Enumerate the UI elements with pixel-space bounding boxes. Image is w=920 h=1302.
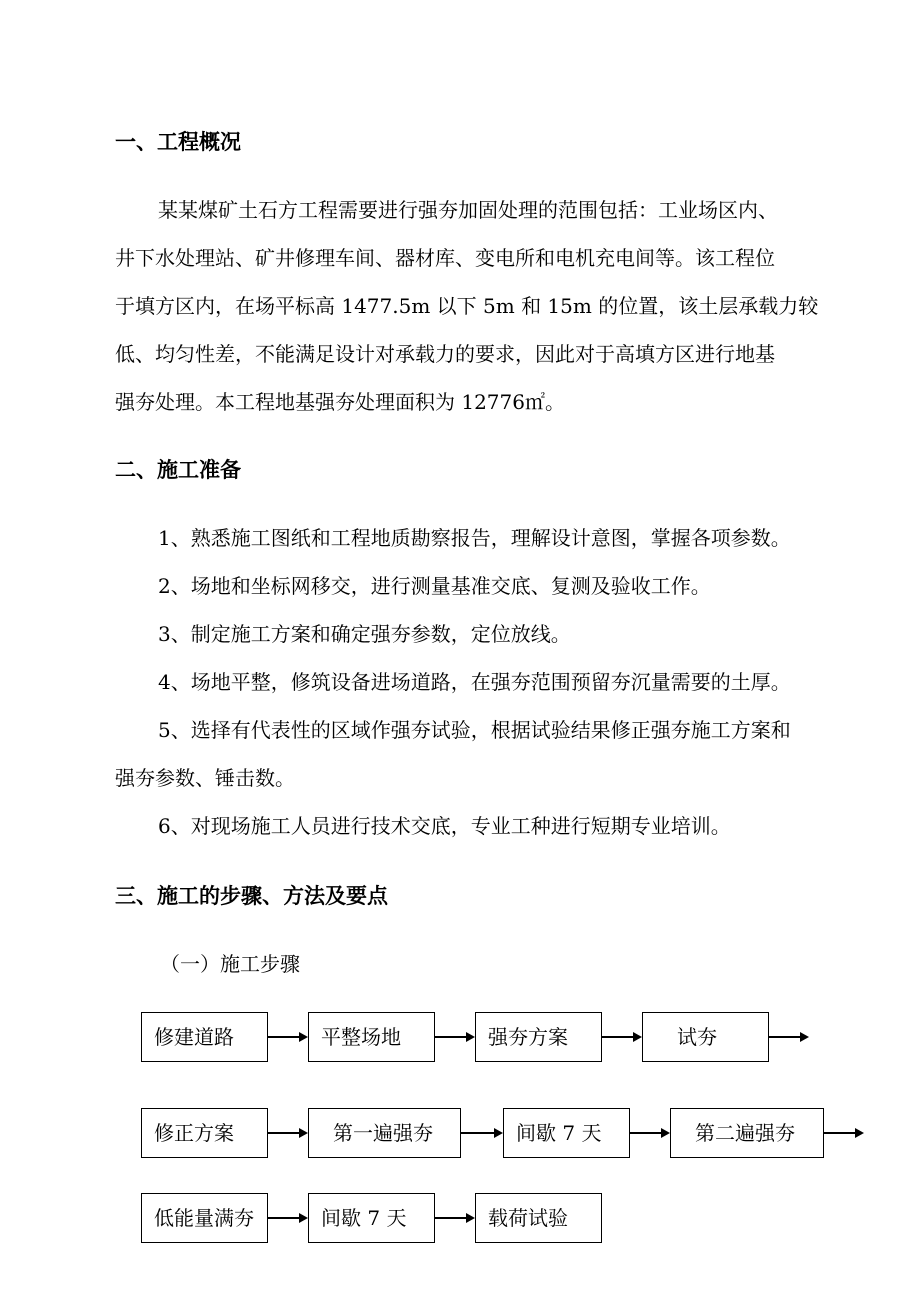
section2-item-5: 5、选择有代表性的区域作强夯试验，根据试验结果修正强夯施工方案和	[158, 718, 791, 742]
flow-box: 低能量满夯	[141, 1193, 268, 1243]
flow-arrow	[268, 1036, 306, 1038]
section2-title: 二、施工准备	[115, 458, 241, 482]
flow-box: 第二遍强夯	[670, 1108, 824, 1158]
section1-line-3: 于填方区内，在场平标高 1477.5m 以下 5m 和 15m 的位置，该土层承载力较	[115, 294, 819, 318]
flow-arrow	[268, 1217, 306, 1219]
section2-item-1: 1、熟悉施工图纸和工程地质勘察报告，理解设计意图，掌握各项参数。	[158, 526, 791, 550]
flow-box: 强夯方案	[475, 1012, 602, 1062]
flow-box: 间歇 7 天	[503, 1108, 630, 1158]
flow-box: 试夯	[642, 1012, 769, 1062]
section1-line-4: 低、均匀性差，不能满足设计对承载力的要求，因此对于高填方区进行地基	[115, 342, 775, 366]
flow-arrow	[435, 1036, 473, 1038]
flow-arrow	[769, 1036, 807, 1038]
section1-line-2: 井下水处理站、矿井修理车间、器材库、变电所和电机充电间等。该工程位	[115, 246, 775, 270]
section1-title: 一、工程概况	[115, 130, 241, 154]
flow-box: 修正方案	[141, 1108, 268, 1158]
section1-line-5: 强夯处理。本工程地基强夯处理面积为 12776㎡。	[115, 390, 565, 414]
flow-arrow	[435, 1217, 473, 1219]
section3-subtitle: （一）施工步骤	[160, 952, 300, 976]
flow-arrow	[630, 1132, 668, 1134]
flow-box: 修建道路	[141, 1012, 268, 1062]
flow-box: 载荷试验	[475, 1193, 602, 1243]
section2-item-6: 6、对现场施工人员进行技术交底，专业工种进行短期专业培训。	[158, 814, 731, 838]
section1-line-1: 某某煤矿土石方工程需要进行强夯加固处理的范围包括：工业场区内、	[158, 198, 778, 222]
flow-box: 平整场地	[308, 1012, 435, 1062]
section2-item-2: 2、场地和坐标网移交，进行测量基准交底、复测及验收工作。	[158, 574, 711, 598]
flow-arrow	[268, 1132, 306, 1134]
flow-box: 第一遍强夯	[308, 1108, 461, 1158]
section2-item-4: 4、场地平整，修筑设备进场道路，在强夯范围预留夯沉量需要的土厚。	[158, 670, 791, 694]
flow-arrow	[602, 1036, 640, 1038]
flow-arrow	[824, 1132, 862, 1134]
flow-arrow	[461, 1132, 501, 1134]
section3-title: 三、施工的步骤、方法及要点	[115, 884, 388, 908]
section2-item-3: 3、制定施工方案和确定强夯参数，定位放线。	[158, 622, 571, 646]
section2-item-5-cont: 强夯参数、锤击数。	[115, 766, 295, 790]
flow-box: 间歇 7 天	[308, 1193, 435, 1243]
